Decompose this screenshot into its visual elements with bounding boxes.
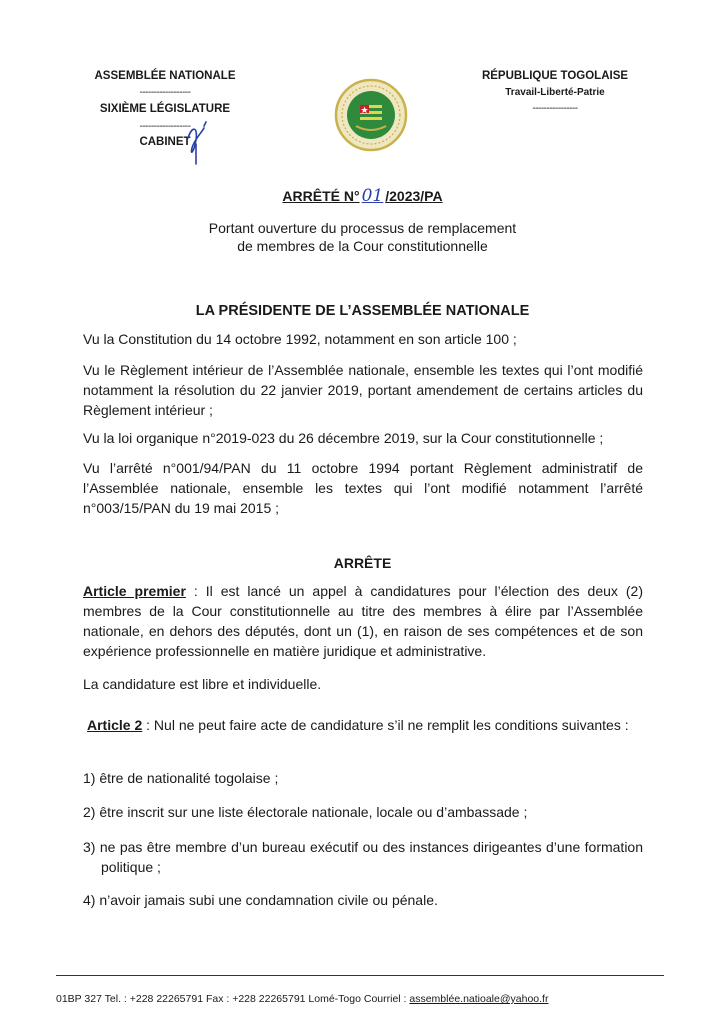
article-2 [83,715,643,735]
header-cabinet: CABINET [139,136,191,148]
consideration: Vu l’arrêté n°001/94/PAN du 11 octobre 1994 portant Règlement administratif de l’Assemblée nationale, ensemble les textes qui l’ont modifié notamment l’arrêté n°003/15/PAN du 19 mai 2015 ; [83,460,643,516]
footer-divider [56,975,664,976]
header-separator: ------------------ [139,87,191,98]
article-1-text: : Il est lancé un appel à candidatures pour l’élection des deux (2) membres de la Cour constitutionnelle au titre des membres à élire par l’Assemblée nationale, en dehors des députés, dont un (1), en raison de ses compétences et de son expérience professionnelle en matière juridique et administrative. [83,583,643,659]
decree-title-suffix: /2023/PA [385,188,443,204]
consideration: Vu le Règlement intérieur de l’Assemblée nationale, ensemble les textes qui l’ont modifié notamment la résolution du 22 janvier 2019, portant amendement de certains articles du Règlement intérieur ; [83,362,643,418]
condition-item: 1) être de nationalité togolaise ; [83,770,279,786]
header-separator: ------------------ [139,121,191,132]
decree-subject-line: Portant ouverture du processus de remplacement [208,220,517,236]
consideration: Vu la Constitution du 14 octobre 1992, notamment en son article 100 ; [83,331,517,347]
header-separator: ---------------- [532,103,578,114]
footer-contact [56,993,676,1005]
article-1-label: Article premier [83,583,186,599]
authority-heading: LA PRÉSIDENTE DE L’ASSEMBLÉE NATIONALE [195,303,530,319]
article-2-label: Article 2 [87,717,143,733]
decree-subject-line: de membres de la Cour constitutionnelle [237,238,488,254]
condition-item: 4) n’avoir jamais subi une condamnation civile ou pénale. [83,892,438,908]
handwritten-initials-icon [184,118,214,168]
article-1 [83,581,643,661]
header-motto: Travail-Liberté-Patrie [505,87,605,98]
header-assembly: ASSEMBLÉE NATIONALE [94,70,236,82]
condition-item: 2) être inscrit sur une liste électorale nationale, locale ou d’ambassade ; [83,804,528,820]
footer-email-link[interactable]: assemblée.natioale@yahoo.fr [409,993,549,1005]
article-2-text: : Nul ne peut faire acte de candidature s’il ne remplit les conditions suivantes : [142,717,629,733]
article-1-note: La candidature est libre et individuelle. [83,676,322,692]
header-republic: RÉPUBLIQUE TOGOLAISE [481,70,629,82]
consideration: Vu la loi organique n°2019-023 du 26 décembre 2019, sur la Cour constitutionnelle ; [83,430,604,446]
decree-title [0,186,725,206]
assembly-seal-icon [334,78,408,152]
decides-heading: ARRÊTE [333,555,392,571]
footer-contact-text: 01BP 327 Tel. : +228 22265791 Fax : +228 22265791 Lomé-Togo Courriel : [56,993,410,1005]
condition-item: 3) ne pas être membre d’un bureau exécutif ou des instances dirigeantes d’une formation politique ; [83,839,643,875]
header-legislature: SIXIÈME LÉGISLATURE [99,103,231,115]
decree-title-prefix: ARRÊTÉ N° [282,188,360,204]
decree-number: 01 [361,186,384,206]
